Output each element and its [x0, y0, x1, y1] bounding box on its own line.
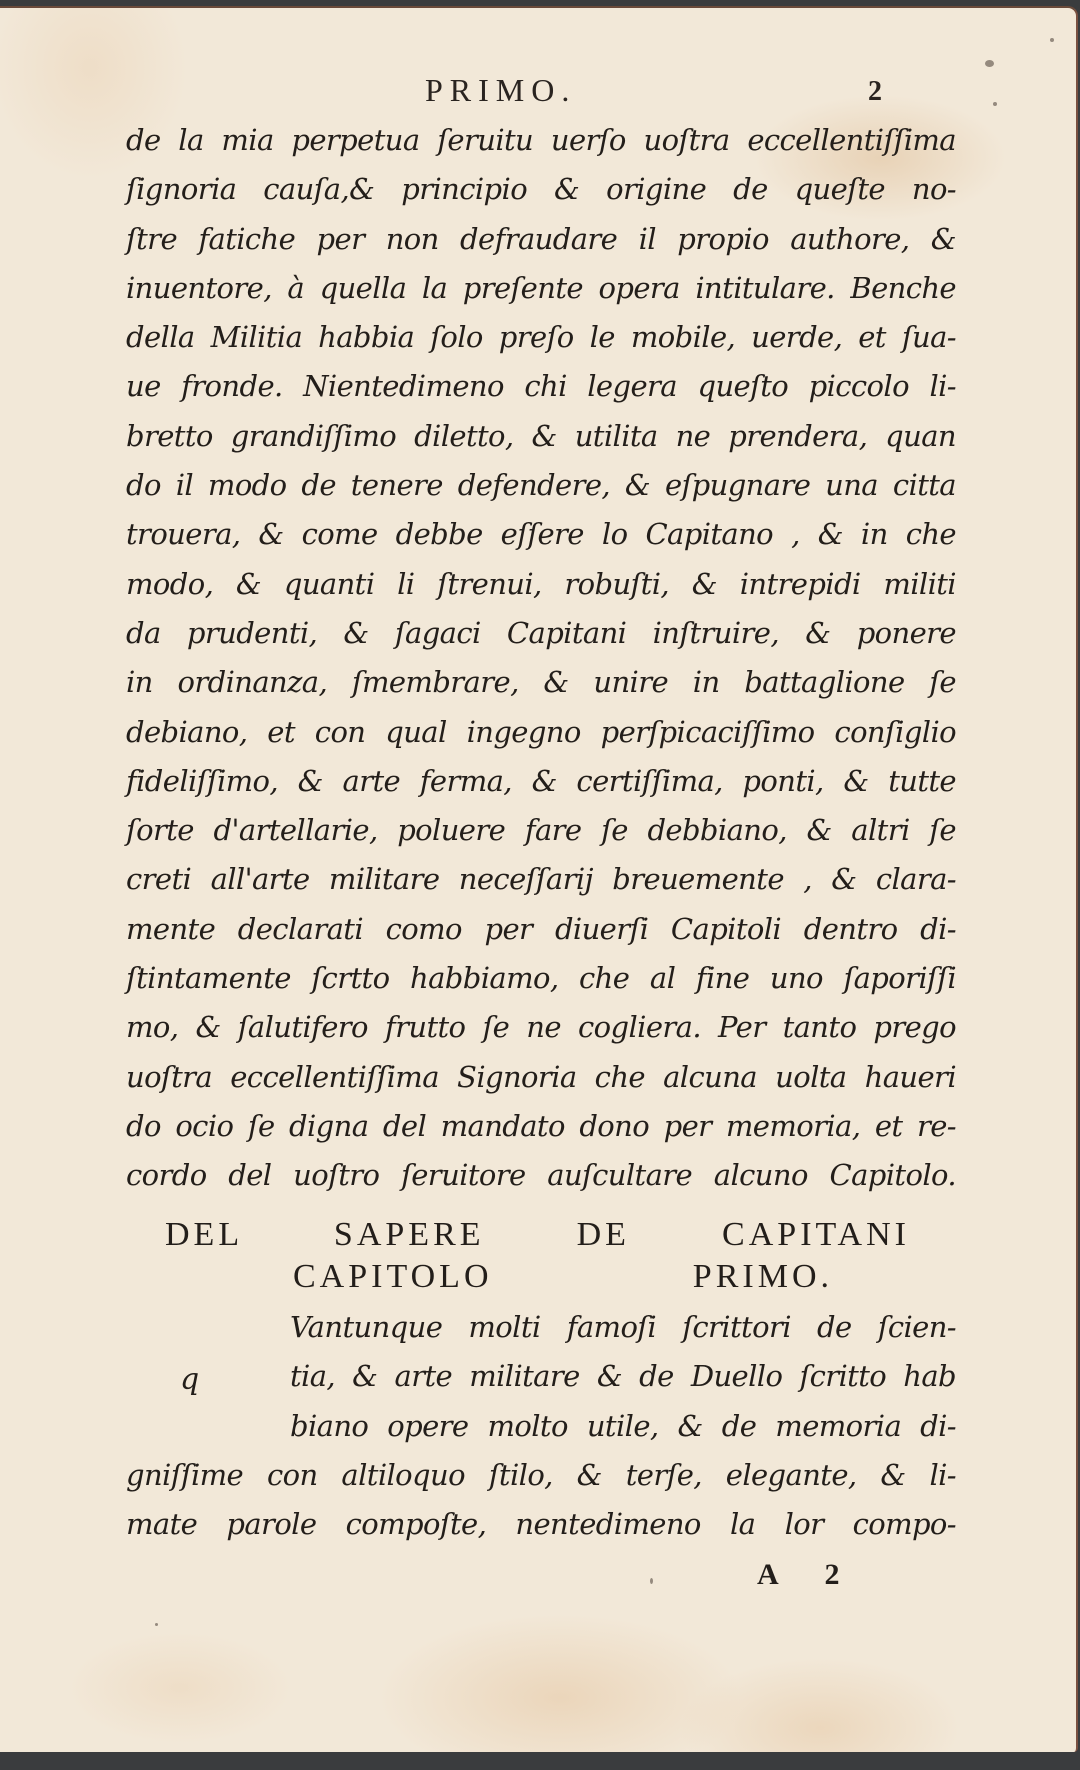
chapter-subtitle: CAPITOLO PRIMO. — [293, 1258, 833, 1295]
text-line: ue fronde. Nientedimeno chi legera queſto piccolo li- — [126, 369, 956, 404]
text-line: mo, & ſalutifero frutto ſe ne cogliera. Per tanto prego — [126, 1010, 956, 1045]
running-head: PRIMO. — [425, 72, 577, 108]
text-line: inuentore, à quella la preſente opera intitulare. Benche — [126, 270, 956, 305]
text-line: do il modo de tenere defendere, & eſpugnare una citta — [126, 468, 956, 503]
text-line: de la mia perpetua ſeruitu uerſo uoſtra eccellentiſſima — [126, 123, 956, 157]
paper-speck — [1050, 38, 1054, 42]
text-line: debiano, et con qual ingegno perſpicaciſſimo conſiglio — [126, 714, 956, 749]
text-line: ſignoria cauſa,& principio & origine de queſte no- — [126, 172, 956, 207]
page-number: 2 — [868, 76, 882, 107]
text-line: modo, & quanti li ſtrenui, robuſti, & intrepidi militi — [126, 566, 956, 601]
guide-letter: q — [180, 1362, 200, 1397]
text-line: Vantunque molti famoſi ſcrittori de ſcien- — [290, 1310, 956, 1344]
page-header — [0, 70, 1080, 110]
text-line: tia, & arte militare & de Duello ſcritto hab — [290, 1359, 956, 1394]
chapter-text — [126, 1303, 956, 1549]
paper-speck — [985, 60, 994, 67]
text-line: mate parole compoſte, nentedimeno la lor compo- — [126, 1507, 956, 1542]
text-line: biano opere molto utile, & de memoria di- — [290, 1408, 956, 1443]
dedication-text — [126, 116, 956, 1201]
paper-speck — [155, 1623, 158, 1626]
text-line: ſtre fatiche per non defraudare il propio authore, & — [126, 221, 956, 256]
text-line: trouera, & come debbe eſſere lo Capitano , & in che — [126, 517, 956, 552]
text-line: bretto grandiſſimo diletto, & utilita ne prendera, quan — [126, 418, 956, 453]
text-line: ſtintamente ſcrtto habbiamo, che al fine uno ſaporiſſi — [126, 961, 956, 996]
chapter-title: DEL SAPERE DE CAPITANI — [165, 1216, 910, 1253]
text-line: in ordinanza, ſmembrare, & unire in battaglione ſe — [126, 665, 956, 700]
text-line: fideliſſimo, & arte ferma, & certiſſima, ponti, & tutte — [126, 763, 956, 798]
text-line: do ocio ſe digna del mandato dono per memoria, et re- — [126, 1108, 956, 1143]
text-line: mente declarati como per diuerſi Capitoli dentro di- — [126, 911, 956, 946]
text-line: della Militia habbia ſolo preſo le mobile, uerde, et ſua- — [126, 320, 956, 355]
text-line: ſorte d'artellarie, poluere fare ſe debbiano, & altri ſe — [126, 813, 956, 848]
text-line: gniſſime con altiloquo ſtilo, & terſe, elegante, & li- — [126, 1457, 956, 1492]
text-line: creti all'arte militare neceſſarij breuemente , & clara- — [126, 862, 956, 897]
signature-mark: A 2 — [757, 1558, 840, 1591]
text-line: da prudenti, & ſagaci Capitani inſtruire, & ponere — [126, 615, 956, 650]
text-line: cordo del uoſtro ſeruitore auſcultare alcuno Capitolo. — [126, 1158, 956, 1193]
paper-speck — [650, 1578, 653, 1584]
text-line: uoſtra eccellentiſſima Signoria che alcuna uolta haueri — [126, 1059, 956, 1094]
